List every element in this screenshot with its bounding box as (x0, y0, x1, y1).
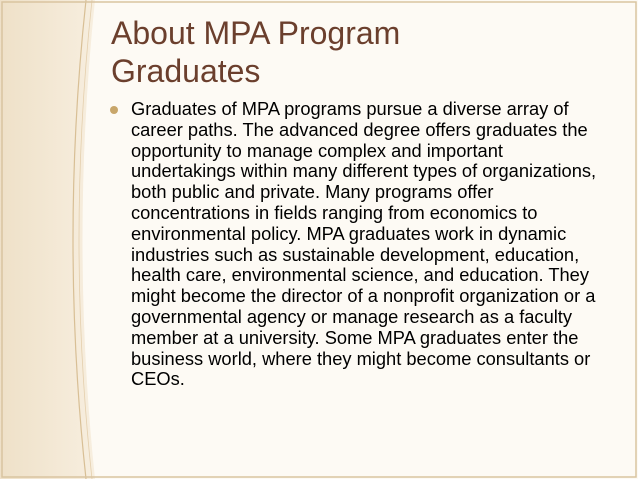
bullet-text: Graduates of MPA programs pursue a diverse array of career paths. The advanced degree offers graduates the opportunity to manage complex and important undertakings within many different types of organizations, both public and private. Many programs offer concentrations in fields ranging from economics to environmental policy. MPA graduates work in dynamic industries such as sustainable development, education, health care, environmental science, and education. They might become the director of a nonprofit organization or a governmental agency or manage research as a faculty member at a university. Some MPA graduates enter the business world, where they might become consultants or CEOs. (131, 98, 597, 390)
left-decorative-band (0, 0, 95, 479)
title-line-2: Graduates (111, 53, 261, 89)
bullet-icon (110, 106, 118, 114)
title-line-1: About MPA Program (111, 15, 401, 51)
bullet-list-item (110, 99, 610, 390)
slide-title (111, 14, 611, 90)
